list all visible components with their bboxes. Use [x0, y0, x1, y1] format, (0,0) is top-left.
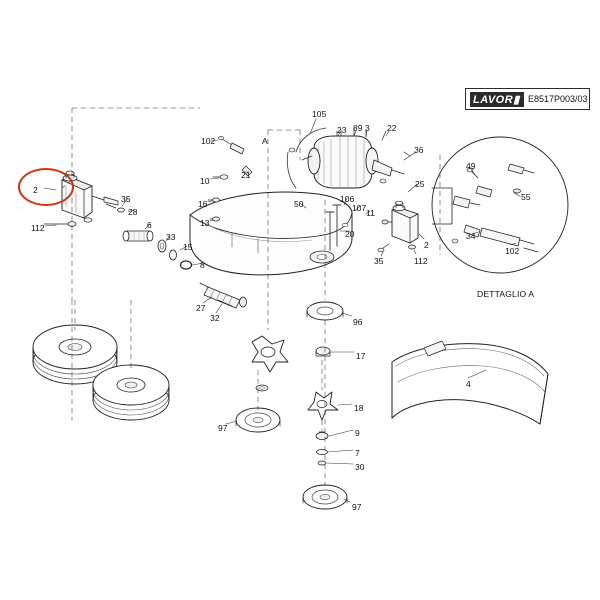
- callout-label-25[interactable]: 25: [415, 179, 425, 189]
- callout-label-55[interactable]: 55: [521, 192, 531, 202]
- callout-label-13[interactable]: 13: [200, 218, 210, 228]
- callout-label-106[interactable]: 106: [340, 194, 355, 204]
- callout-label-7[interactable]: 7: [355, 448, 360, 458]
- brand-logo: [470, 92, 524, 107]
- callout-label-97[interactable]: 97: [352, 502, 362, 512]
- brand-mark: ▮: [513, 94, 520, 106]
- callout-label-A[interactable]: A: [262, 136, 268, 146]
- right-pump-assembly: [378, 201, 418, 252]
- callout-label-89[interactable]: 89: [353, 123, 363, 133]
- callout-label-2[interactable]: 2: [33, 185, 38, 195]
- leader-lines: [44, 119, 520, 502]
- callout-label-32[interactable]: 32: [210, 313, 220, 323]
- drive-hub-left: [236, 336, 288, 432]
- callout-label-3[interactable]: 3: [365, 123, 370, 133]
- callout-label-102[interactable]: 102: [201, 136, 216, 146]
- callout-label-9[interactable]: 9: [355, 428, 360, 438]
- callout-label-2[interactable]: 2: [424, 240, 429, 250]
- callout-label-4[interactable]: 4: [466, 379, 471, 389]
- callout-label-21[interactable]: 21: [241, 170, 251, 180]
- callout-label-15[interactable]: 15: [183, 242, 193, 252]
- highlight-ellipse-part-2: [18, 168, 74, 206]
- callout-label-35[interactable]: 35: [121, 194, 131, 204]
- callout-label-28[interactable]: 28: [128, 207, 138, 217]
- callout-label-49[interactable]: 49: [466, 161, 476, 171]
- callout-label-35[interactable]: 35: [374, 256, 384, 266]
- callout-label-30[interactable]: 30: [355, 462, 365, 472]
- callout-label-11[interactable]: 11: [366, 208, 375, 218]
- callout-label-27[interactable]: 27: [196, 303, 206, 313]
- callout-label-10[interactable]: 10: [200, 176, 210, 186]
- callout-label-23[interactable]: 23: [337, 125, 347, 135]
- deck-plate: [190, 192, 355, 275]
- callout-label-22[interactable]: 22: [387, 123, 397, 133]
- drawing-code: E8517P003/03: [528, 94, 588, 104]
- callout-label-105[interactable]: 105: [312, 109, 327, 119]
- brand-text: LAVOR: [473, 94, 514, 106]
- callout-label-96[interactable]: 96: [353, 317, 363, 327]
- callout-label-97[interactable]: 97: [218, 423, 228, 433]
- detail-caption: DETTAGLIO A: [477, 289, 535, 299]
- callout-label-112[interactable]: 112: [414, 256, 428, 266]
- callout-label-20[interactable]: 20: [345, 229, 355, 239]
- callout-label-17[interactable]: 17: [356, 351, 366, 361]
- callout-label-18[interactable]: 18: [354, 403, 364, 413]
- callout-label-16[interactable]: 16: [198, 199, 208, 209]
- callout-label-6[interactable]: 6: [147, 220, 152, 230]
- callout-label-33[interactable]: 33: [166, 232, 176, 242]
- callout-label-107[interactable]: 107: [352, 203, 367, 213]
- motor-assembly: [287, 125, 410, 188]
- callout-label-8[interactable]: 8: [200, 260, 205, 270]
- fittings-left: [106, 204, 125, 212]
- callout-label-36[interactable]: 36: [414, 145, 424, 155]
- callout-label-50[interactable]: 50: [294, 199, 304, 209]
- callout-label-34[interactable]: 34: [466, 231, 476, 241]
- detail-a-circle: [432, 137, 568, 273]
- callout-label-112[interactable]: 112: [31, 223, 45, 233]
- brush-discs: [33, 325, 169, 420]
- callout-label-102[interactable]: 102: [505, 246, 520, 256]
